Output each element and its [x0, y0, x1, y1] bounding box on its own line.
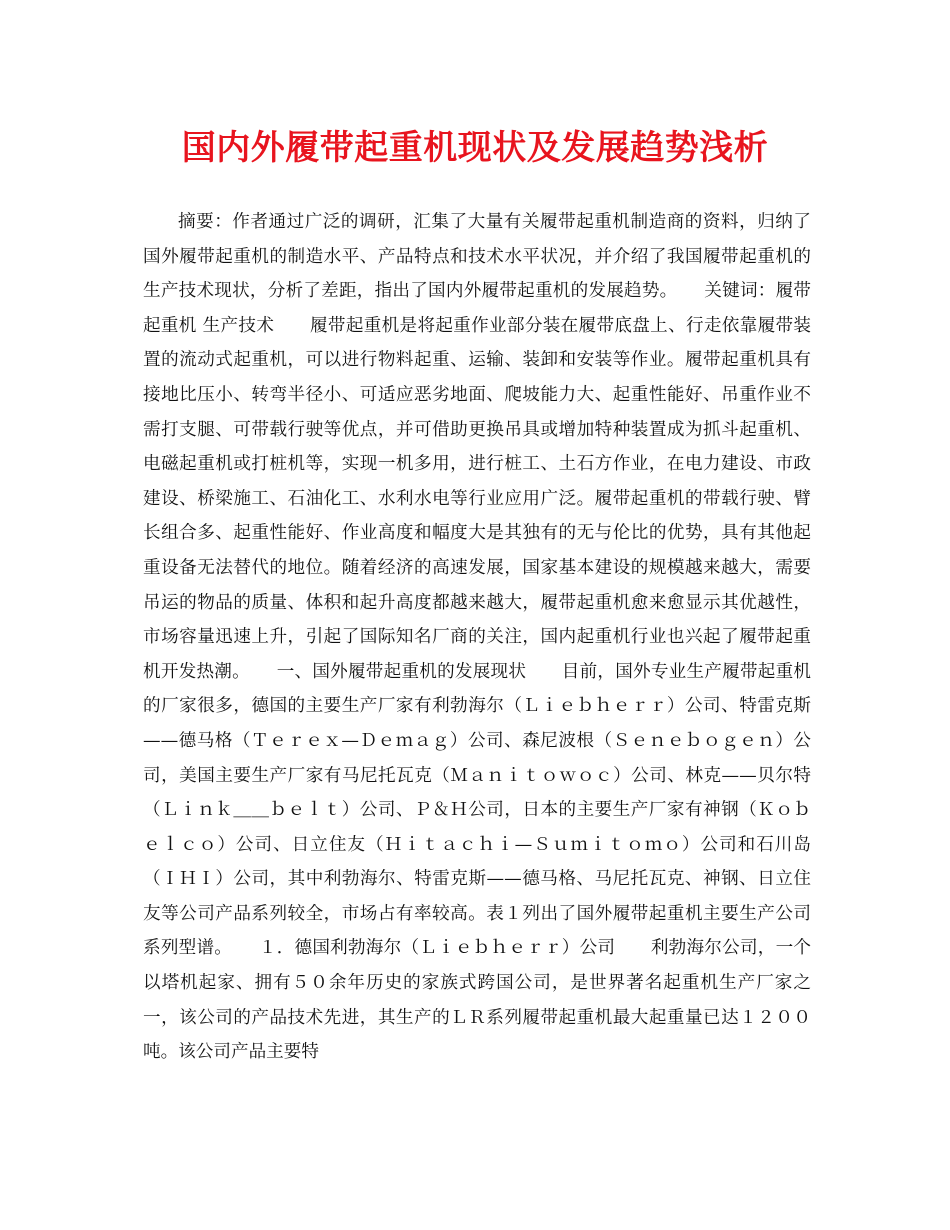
document-body-paragraph: 摘要：作者通过广泛的调研，汇集了大量有关履带起重机制造商的资料，归纳了国外履带起重机的制造水平、产品特点和技术水平状况，并介绍了我国履带起重机的生产技术现状，分析了差距，指出了国内外履带起重机的发展趋势。 关键词：履带起重机 生产技术 履带起重机是将起重作业部分装在履带底盘上、行走依靠履带装置的流动式起重机，可以进行物料起重、运输、装卸和安装等作业。履带起重机具有接地比压小、转弯半径小、可适应恶劣地面、爬坡能力大、起重性能好、吊重作业不需打支腿、可带载行驶等优点，并可借助更换吊具或增加特种装置成为抓斗起重机、电磁起重机或打桩机等，实现一机多用，进行桩工、土石方作业，在电力建设、市政建设、桥梁施工、石油化工、水利水电等行业应用广泛。履带起重机的带载行驶、臂长组合多、起重性能好、作业高度和幅度大是其独有的无与伦比的优势，具有其他起重设备无法替代的地位。随着经济的高速发展，国家基本建设的规模越来越大，需要吊运的物品的质量、体积和起升高度都越来越大，履带起重机愈来愈显示其优越性，市场容量迅速上升，引起了国际知名厂商的关注，国内起重机行业也兴起了履带起重机开发热潮。 一、国外履带起重机的发展现状 目前，国外专业生产履带起重机的厂家很多，德国的主要生产厂家有利勃海尔（Ｌｉｅｂｈｅｒｒ）公司、特雷克斯——德马格（Ｔｅｒｅｘ—Ｄｅｍａｇ）公司、森尼波根（Ｓｅｎｅｂｏｇｅｎ）公司，美国主要生产厂家有马尼托瓦克（Ｍａｎｉｔｏｗｏｃ）公司、林克——贝尔特（Ｌｉｎｋ＿＿ｂｅｌｔ）公司、Ｐ＆Ｈ公司，日本的主要生产厂家有神钢（Ｋｏｂｅｌｃｏ）公司、日立住友（Ｈｉｔａｃｈｉ—Ｓｕｍｉｔｏｍｏ）公司和石川岛（ＩＨＩ）公司，其中利勃海尔、特雷克斯——德马格、马尼托瓦克、神钢、日立住友等公司产品系列较全，市场占有率较高。表１列出了国外履带起重机主要生产公司系列型谱。 １．德国利勃海尔（Ｌｉｅｂｈｅｒｒ）公司 利勃海尔公司，一个以塔机起家、拥有５０余年历史的家族式跨国公司，是世界著名起重机生产厂家之一，该公司的产品技术先进，其生产的ＬＲ系列履带起重机最大起重量已达１２００吨。该公司产品主要特	[143, 212, 811, 1063]
document-title: 国内外履带起重机现状及发展趋势浅析	[181, 128, 769, 168]
